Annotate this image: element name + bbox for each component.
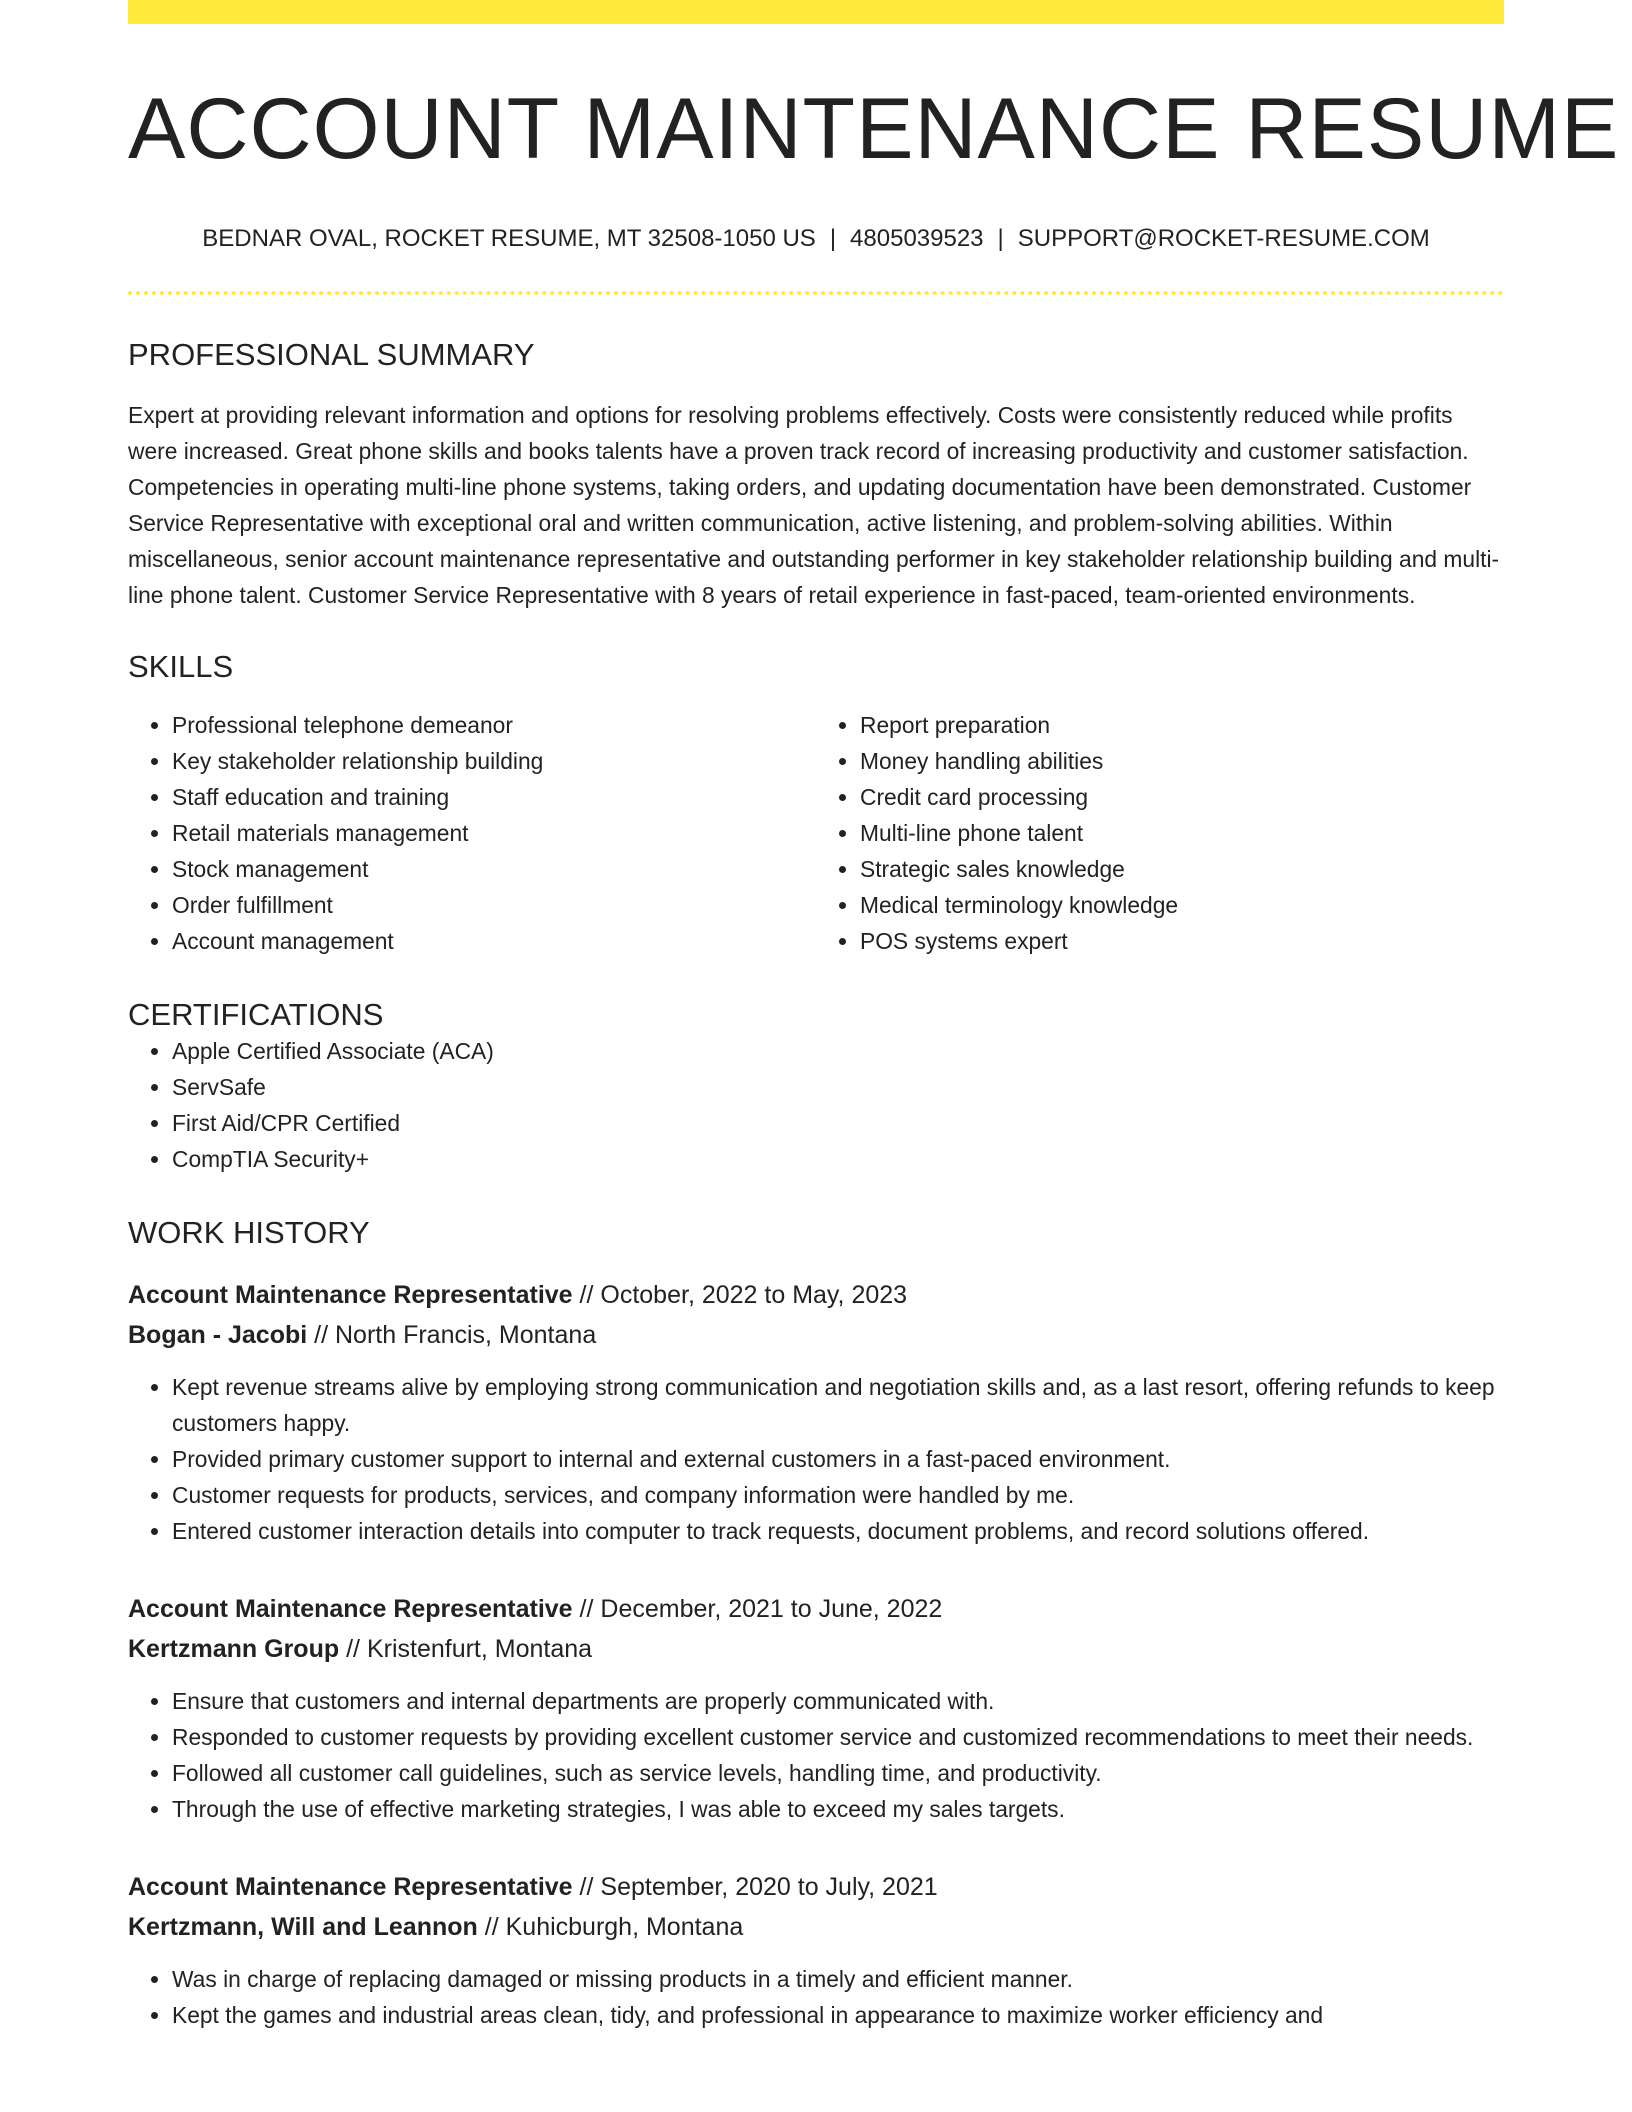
skills-list-left — [128, 707, 816, 959]
job-entry — [128, 1589, 1504, 1827]
skill-item: • POS systems expert — [860, 923, 1504, 959]
job-duty-item: • Entered customer interaction details into computer to track requests, document problems, and record solutions offered. — [172, 1513, 1504, 1549]
contact-email: SUPPORT@ROCKET-RESUME.COM — [1017, 224, 1430, 252]
job-location: North Francis, Montana — [335, 1320, 597, 1349]
job-title-line — [128, 1275, 1504, 1315]
skill-item: • Retail materials management — [172, 815, 816, 851]
certification-item: • First Aid/CPR Certified — [172, 1105, 1504, 1141]
work-history-heading: WORK HISTORY — [128, 1214, 370, 1250]
job-company: Bogan - Jacobi — [128, 1320, 308, 1349]
job-duty-item: • Kept revenue streams alive by employing strong communication and negotiation skills and, as a last resort, offering refunds to keep customers happy. — [172, 1369, 1504, 1441]
skill-item: • Order fulfillment — [172, 887, 816, 923]
job-duties-list — [128, 1961, 1504, 2033]
dotted-divider — [128, 291, 1504, 295]
certification-item: • ServSafe — [172, 1069, 1504, 1105]
job-duty-item: • Provided primary customer support to internal and external customers in a fast-paced environment. — [172, 1441, 1504, 1477]
skill-item: • Money handling abilities — [860, 743, 1504, 779]
contact-separator: | — [997, 224, 1004, 252]
job-duties-list — [128, 1683, 1504, 1827]
resume-page — [128, 0, 1620, 2033]
job-company-line — [128, 1315, 1504, 1355]
skill-item: • Report preparation — [860, 707, 1504, 743]
job-entry — [128, 1275, 1504, 1549]
job-dates: October, 2022 to May, 2023 — [600, 1280, 908, 1309]
job-dates: December, 2021 to June, 2022 — [600, 1594, 943, 1623]
job-duty-item: • Was in charge of replacing damaged or missing products in a timely and efficient manner. — [172, 1961, 1504, 1997]
skills-heading: SKILLS — [128, 648, 234, 684]
certifications-list — [128, 1033, 1504, 1177]
contact-line — [128, 225, 1504, 253]
skill-item: • Stock management — [172, 851, 816, 887]
job-separator: // — [579, 1594, 594, 1623]
skill-item: • Multi-line phone talent — [860, 815, 1504, 851]
job-company-line — [128, 1907, 1504, 1947]
skill-item: • Professional telephone demeanor — [172, 707, 816, 743]
resume-title: ACCOUNT MAINTENANCE RESUME — [128, 81, 1620, 177]
job-separator: // — [579, 1872, 594, 1901]
job-location: Kuhicburgh, Montana — [505, 1912, 744, 1941]
job-company-line — [128, 1629, 1504, 1669]
job-duty-item: • Followed all customer call guidelines, such as service levels, handling time, and productivity. — [172, 1755, 1504, 1791]
certification-item: • Apple Certified Associate (ACA) — [172, 1033, 1504, 1069]
job-separator: // — [346, 1634, 360, 1663]
certification-item: • CompTIA Security+ — [172, 1141, 1504, 1177]
skills-columns — [128, 707, 1504, 959]
job-location: Kristenfurt, Montana — [366, 1634, 593, 1663]
job-separator: // — [314, 1320, 329, 1349]
accent-top-bar — [128, 0, 1504, 24]
job-role: Account Maintenance Representative — [128, 1280, 573, 1309]
job-duty-item: • Kept the games and industrial areas clean, tidy, and professional in appearance to maximize worker efficiency and — [172, 1997, 1504, 2033]
job-duty-item: • Responded to customer requests by providing excellent customer service and customized recommendations to meet their needs. — [172, 1719, 1504, 1755]
skill-item: • Credit card processing — [860, 779, 1504, 815]
summary-heading: PROFESSIONAL SUMMARY — [128, 336, 535, 372]
contact-separator: | — [829, 224, 837, 252]
skill-item: • Key stakeholder relationship building — [172, 743, 816, 779]
job-title-line — [128, 1589, 1504, 1629]
job-separator: // — [484, 1912, 499, 1941]
job-duties-list — [128, 1369, 1504, 1549]
job-role: Account Maintenance Representative — [128, 1594, 573, 1623]
skill-item: • Staff education and training — [172, 779, 816, 815]
job-title-line — [128, 1867, 1504, 1907]
job-duty-item: • Ensure that customers and internal departments are properly communicated with. — [172, 1683, 1504, 1719]
contact-address: BEDNAR OVAL, ROCKET RESUME, MT 32508-1050 US — [202, 224, 816, 252]
job-company: Kertzmann, Will and Leannon — [128, 1912, 478, 1941]
job-duty-item: • Customer requests for products, services, and company information were handled by me. — [172, 1477, 1504, 1513]
job-separator: // — [579, 1280, 594, 1309]
job-dates: September, 2020 to July, 2021 — [600, 1872, 938, 1901]
summary-text: Expert at providing relevant information and options for resolving problems effectively. Costs were consistently reduced while profits were increased. Great phone skills and books talents have a proven track record of increasing productivity and customer satisfaction. Competencies in operating multi-line phone systems, taking orders, and updating documentation have been demonstrated. Customer Service Representative with exceptional oral and written communication, active listening, and problem-solving abilities. Within miscellaneous, senior account maintenance representative and outstanding performer in key stakeholder relationship building and multi-line phone talent. Customer Service Representative with 8 years of retail experience in fast-paced, team-oriented environments. — [128, 401, 1500, 608]
skill-item: • Account management — [172, 923, 816, 959]
work-history-list — [128, 1275, 1504, 2033]
skill-item: • Strategic sales knowledge — [860, 851, 1504, 887]
certifications-heading: CERTIFICATIONS — [128, 996, 384, 1032]
job-company: Kertzmann Group — [128, 1634, 340, 1663]
job-role: Account Maintenance Representative — [128, 1872, 573, 1901]
skill-item: • Medical terminology knowledge — [860, 887, 1504, 923]
skills-list-right — [816, 707, 1504, 959]
job-entry — [128, 1867, 1504, 2033]
contact-phone: 4805039523 — [850, 224, 984, 252]
job-duty-item: • Through the use of effective marketing strategies, I was able to exceed my sales targets. — [172, 1791, 1504, 1827]
